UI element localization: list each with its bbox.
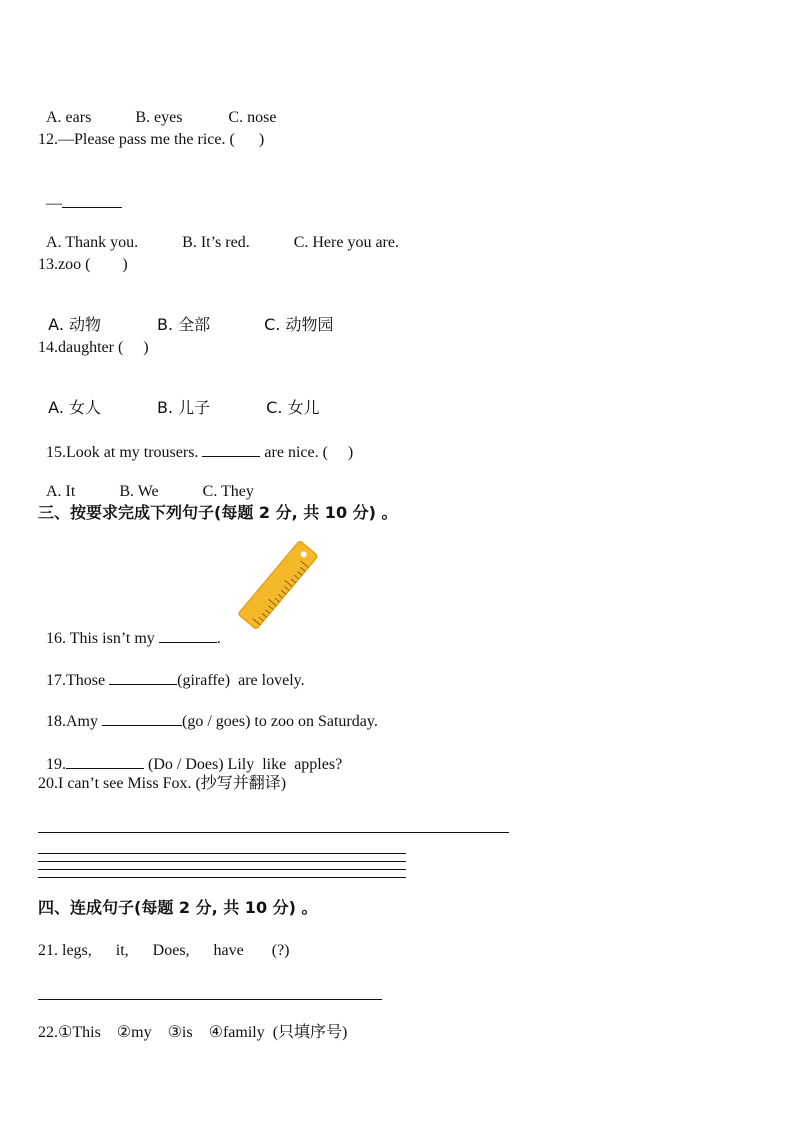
q15-stem-a: 15.Look at my trousers. [46,444,203,461]
q14-options [38,378,320,418]
q17-answer-blank[interactable] [109,669,177,685]
q18-stem-a: 18.Amy [46,713,102,730]
q15-option-c[interactable]: C. They [202,483,254,500]
q16-stem [38,607,221,649]
q13-option-b[interactable]: B. 全部 [157,315,211,334]
q20-copy-line[interactable] [38,832,509,833]
q15-answer-blank[interactable] [202,441,260,457]
ruler-icon [238,540,318,630]
q16-answer-blank[interactable] [159,627,217,643]
q12-option-a[interactable]: A. Thank you. [46,234,139,251]
q12-option-c[interactable]: C. Here you are. [293,234,399,251]
q12-stem: 12.—Please pass me the rice. ( ) [38,131,265,148]
q18-stem [38,690,378,732]
q17-stem [38,649,305,691]
q20-writing-line-1[interactable] [38,853,406,854]
q17-stem-a: 17.Those [46,672,110,689]
q12-reply-line [38,172,122,214]
q15-stem-b: are nice. ( ) [260,444,354,461]
q15-option-a[interactable]: A. It [46,483,76,500]
q20-writing-line-3[interactable] [38,869,406,870]
q20-stem: 20.I can’t see Miss Fox. (抄写并翻译) [38,775,287,792]
q11-option-a[interactable]: A. ears [46,109,92,126]
q18-answer-blank[interactable] [102,710,182,726]
q22-stem: 22.①This ②my ③is ④family (只填序号) [38,1024,348,1041]
q11-option-c[interactable]: C. nose [228,109,277,126]
q19-stem [38,733,342,775]
q12-reply-dash: — [46,195,62,212]
q20-writing-line-2[interactable] [38,861,406,862]
q19-stem-a: 19. [46,756,66,773]
q11-options [38,88,276,128]
q15-option-b[interactable]: B. We [119,483,159,500]
q17-stem-b: (giraffe) are lovely. [177,672,305,689]
q14-stem: 14.daughter ( ) [38,339,149,356]
q13-options [38,295,334,335]
q13-stem: 13.zoo ( ) [38,256,128,273]
q13-option-c[interactable]: C. 动物园 [264,315,334,334]
q19-answer-blank[interactable] [66,753,144,769]
q14-option-a[interactable]: A. 女人 [48,398,102,417]
q14-option-c[interactable]: C. 女儿 [266,398,320,417]
section-3-heading: 三、按要求完成下列句子(每题 2 分, 共 10 分) 。 [38,503,398,522]
q16-stem-a: 16. This isn’t my [46,630,159,647]
section-4-heading: 四、连成句子(每题 2 分, 共 10 分) 。 [38,898,318,917]
q12-answer-blank[interactable] [62,192,122,208]
q14-option-b[interactable]: B. 儿子 [157,398,211,417]
q20-writing-line-4[interactable] [38,877,406,878]
q15-options [38,462,254,502]
q21-stem: 21. legs, it, Does, have (?) [38,942,290,959]
q19-stem-b: (Do / Does) Lily like apples? [144,756,343,773]
q12-option-b[interactable]: B. It’s red. [182,234,250,251]
q16-stem-b: . [216,630,221,647]
q13-option-a[interactable]: A. 动物 [48,315,102,334]
q15-stem [38,421,353,463]
q18-stem-b: (go / goes) to zoo on Saturday. [182,713,378,730]
q12-options [38,213,399,253]
q11-option-b[interactable]: B. eyes [135,109,183,126]
q21-answer-line[interactable] [38,999,382,1000]
